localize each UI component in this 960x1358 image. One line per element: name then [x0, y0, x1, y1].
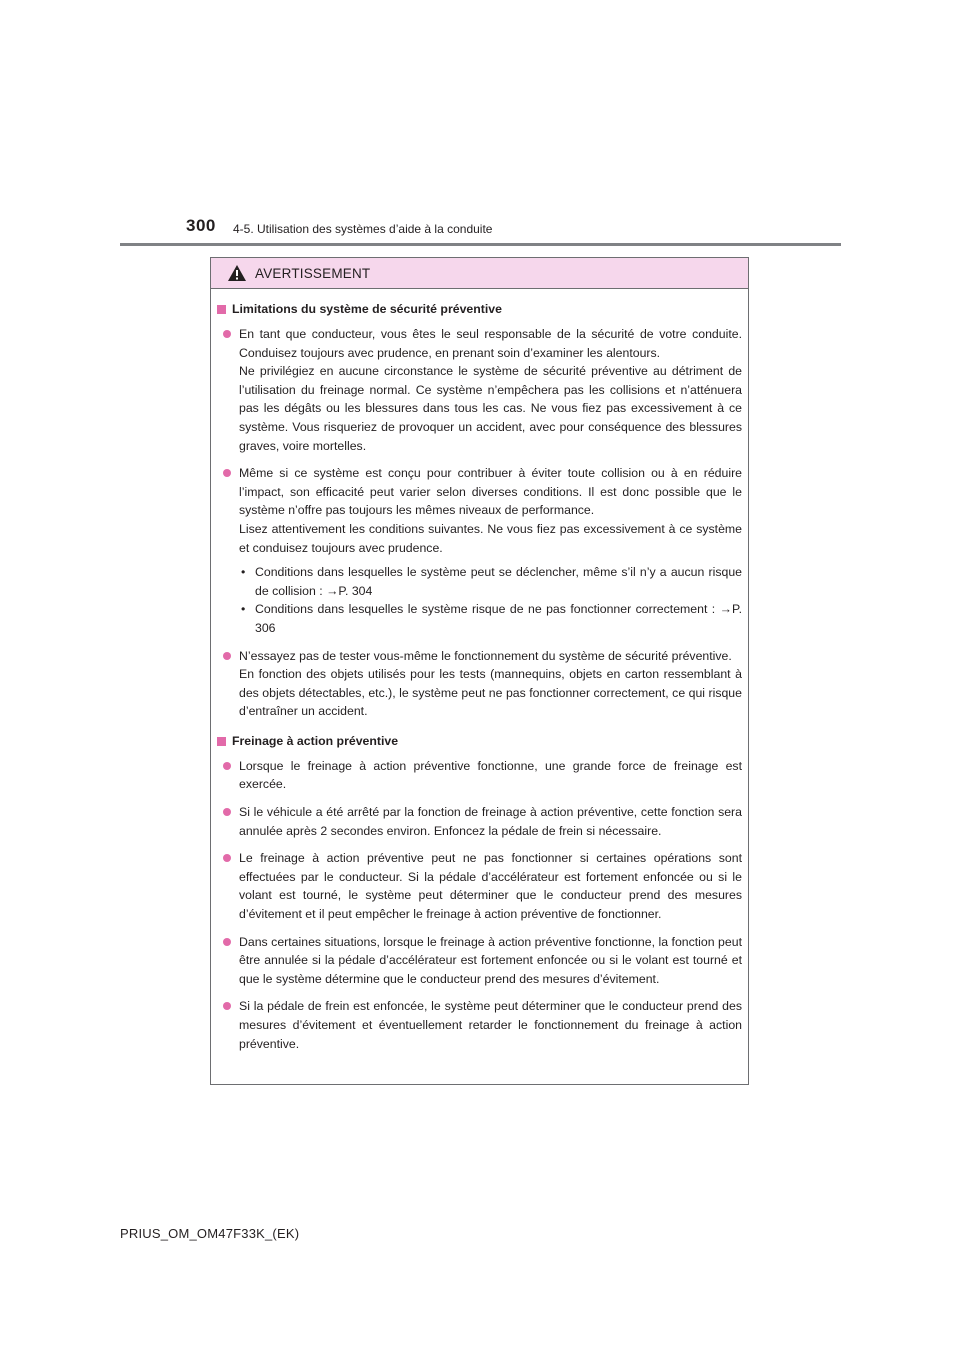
paragraph: Si le véhicule a été arrêté par la fonction de freinage à action préventive, cette fonction sera annulée après 2 secondes environ. Enfoncez la pédale de frein si nécessaire.: [239, 805, 742, 838]
round-bullet-icon: [223, 652, 231, 660]
list-item: [223, 464, 742, 637]
sub-list-item: [239, 563, 742, 600]
round-bullet-icon: [223, 762, 231, 770]
round-bullet-icon: [223, 1002, 231, 1010]
dot-bullet: •: [241, 565, 246, 580]
list-item: [223, 325, 742, 455]
header-rule: [120, 243, 841, 246]
warning-title: AVERTISSEMENT: [255, 265, 371, 281]
square-bullet-icon: [217, 305, 226, 314]
paragraph: Lisez attentivement les conditions suivantes. Ne vous fiez pas excessivement à ce système et conduisez toujours avec prudence.: [239, 521, 742, 555]
round-bullet-icon: [223, 808, 231, 816]
paragraph: N’essayez pas de tester vous-même le fonctionnement du système de sécurité préventive.: [239, 648, 732, 663]
sub-list: [239, 563, 742, 637]
cross-reference[interactable]: Conditions dans lesquelles le système risque de ne pas fonctionner correctement : →P. 306: [255, 602, 742, 635]
page-number: 300: [186, 216, 216, 235]
list-item: [223, 997, 742, 1053]
paragraph: En tant que conducteur, vous êtes le seul responsable de la sécurité de votre conduite. Conduisez toujours avec prudence, en prenant soin d’examiner les alentours.: [239, 327, 742, 360]
sub-list-item: [239, 600, 742, 637]
section-heading: Limitations du système de sécurité préventive: [217, 301, 742, 318]
round-bullet-icon: [223, 469, 231, 477]
dot-bullet: •: [241, 602, 246, 617]
warning-body: [211, 289, 748, 1053]
cross-reference[interactable]: Conditions dans lesquelles le système peut se déclencher, même s’il n’y a aucun risque de collision : →P. 304: [255, 565, 742, 598]
section-title: 4-5. Utilisation des systèmes d’aide à la conduite: [233, 222, 493, 236]
warning-triangle-icon: [227, 264, 247, 282]
section-heading: Freinage à action préventive: [217, 733, 742, 750]
paragraph: Lorsque le freinage à action préventive fonctionne, une grande force de freinage est exercée.: [239, 758, 742, 792]
paragraph: Si la pédale de frein est enfoncée, le système peut déterminer que le conducteur prend des mesures d’évitement et éventuellement retarder le fonctionnement du freinage à action préventive.: [239, 999, 742, 1051]
round-bullet-icon: [223, 330, 231, 338]
list-item: [223, 647, 742, 721]
list-item: [223, 803, 742, 840]
paragraph: Dans certaines situations, lorsque le freinage à action préventive fonctionne, la fonction peut être annulée si la pédale d’accélérateur est fortement enfoncée ou si le volant est tourné et que le système détermine que le conducteur prend des mesures d’évitement.: [239, 934, 742, 986]
warning-header: [211, 258, 748, 289]
square-bullet-icon: [217, 737, 226, 746]
list-item: [223, 757, 742, 794]
document-code: PRIUS_OM_OM47F33K_(EK): [120, 1226, 300, 1241]
warning-box: [210, 257, 749, 1085]
paragraph: Même si ce système est conçu pour contribuer à éviter toute collision ou à en réduire l’impact, son efficacité peut varier selon diverses conditions. Il est donc possible que le système n’offre pas toujours les mêmes niveaux de performance.: [239, 466, 742, 518]
list-item: [223, 933, 742, 989]
round-bullet-icon: [223, 938, 231, 946]
paragraph: En fonction des objets utilisés pour les tests (mannequins, objets en carton ressemblant à des objets détectables, etc.), le système peut ne pas fonctionner correctement, ce qui risque d’entraîner un accident.: [239, 667, 742, 719]
list-item: [223, 849, 742, 923]
paragraph: Ne privilégiez en aucune circonstance le système de sécurité préventive au détriment de l’utilisation du freinage normal. Ce système n’empêchera pas les collisions et n’atténuera pas les dégâts ou les blessures dans tous les cas. Ne vous fiez pas excessivement à ce système. Vous risqueriez de provoquer un accident, avec pour conséquence des blessures graves, voire mortelles.: [239, 364, 742, 453]
round-bullet-icon: [223, 854, 231, 862]
paragraph: Le freinage à action préventive peut ne pas fonctionner si certaines opérations sont effectuées par le conducteur. Si la pédale d’accélérateur est fortement enfoncée ou si le volant est tourné, le système peut déterminer que le conducteur prend des mesures d’évitement et il peut empêcher le freinage à action préventive de fonctionner.: [239, 851, 742, 922]
